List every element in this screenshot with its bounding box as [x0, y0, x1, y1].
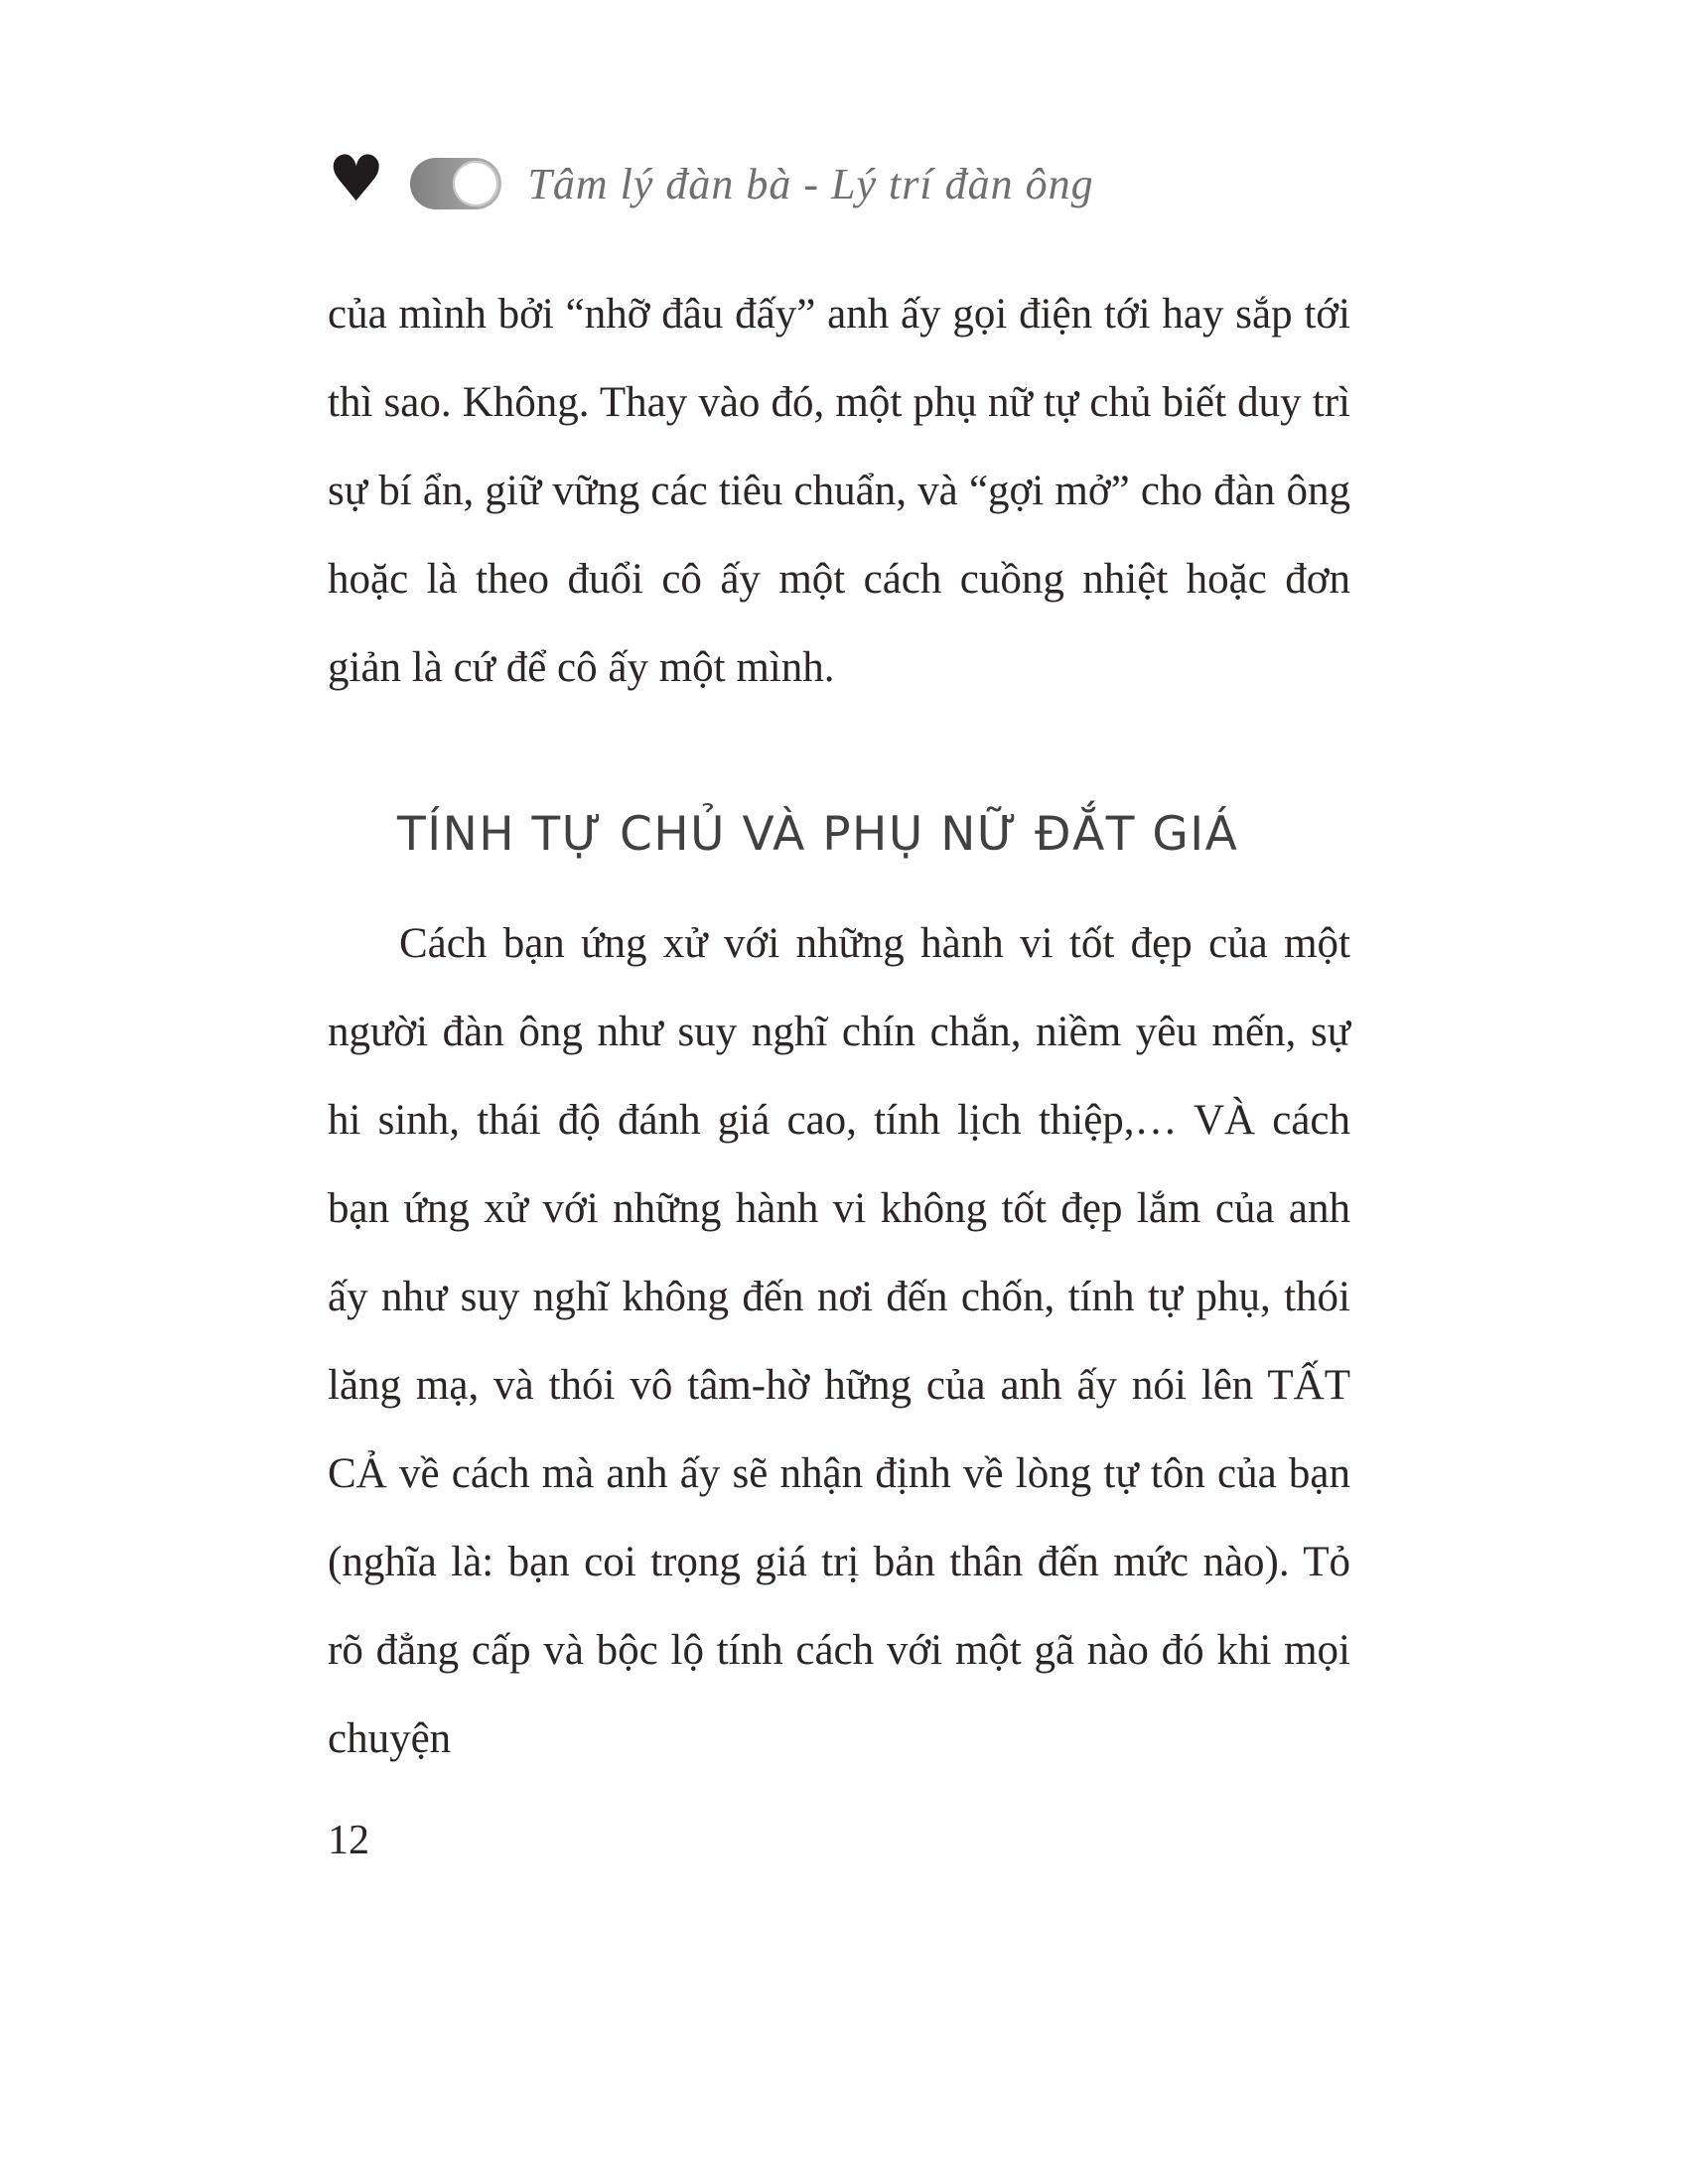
toggle-knob-icon [453, 161, 498, 206]
heart-icon: ♥ [328, 143, 385, 216]
text-column [328, 143, 1350, 1864]
paragraph: Cách bạn ứng xử với những hành vi tốt đẹp của một người đàn ông như suy nghĩ chín chắn, niềm yêu mến, sự hi sinh, thái độ đánh giá cao, tính lịch thiệp,… VÀ cách bạn ứng xử với những hành vi không tốt đẹp lắm của anh ấy như suy nghĩ không đến nơi đến chốn, tính tự phụ, thói lăng mạ, và thói vô tâm-hờ hững của anh ấy nói lên TẤT CẢ về cách mà anh ấy sẽ nhận định về lòng tự tôn của bạn (nghĩa là: bạn coi trọng giá trị bản thân đến mức nào). Tỏ rõ đẳng cấp và bộc lộ tính cách với một gã nào đó khi mọi chuyện [328, 920, 1350, 1762]
toggle-icon [410, 158, 501, 209]
paragraph: của mình bởi “nhỡ đâu đấy” anh ấy gọi điện tới hay sắp tới thì sao. Không. Thay vào đó, một phụ nữ tự chủ biết duy trì sự bí ẩn, giữ vững các tiêu chuẩn, và “gợi mở” cho đàn ông hoặc là theo đuổi cô ấy một cách cuồng nhiệt hoặc đơn giản là cứ để cô ấy một mình. [328, 291, 1350, 691]
running-header [328, 143, 1350, 218]
section-heading: TÍNH TỰ CHỦ VÀ PHỤ NỮ ĐẮT GIÁ [397, 807, 1239, 862]
book-title: Tâm lý đàn bà - Lý trí đàn ông [527, 159, 1094, 208]
page-body [328, 270, 1350, 1783]
page-number: 12 [328, 1818, 369, 1863]
